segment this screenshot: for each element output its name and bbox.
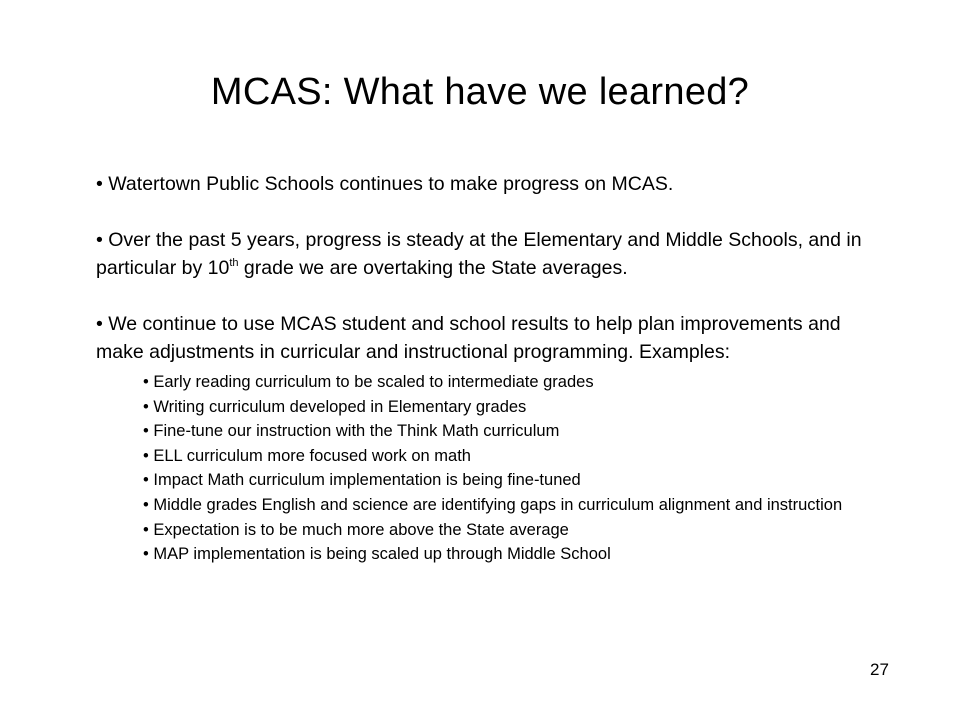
example-item: • Writing curriculum developed in Elementary grades	[143, 397, 527, 416]
example-item: • ELL curriculum more focused work on math	[143, 446, 471, 465]
bullet-results-usage	[96, 310, 886, 567]
ordinal-superscript: th	[229, 257, 239, 269]
example-item: • Expectation is to be much more above the State average	[143, 520, 569, 539]
bullet-five-year-text-end: grade we are overtaking the State averages.	[238, 257, 628, 279]
bullet-five-year-progress	[96, 226, 886, 282]
example-item: • MAP implementation is being scaled up through Middle School	[143, 545, 611, 564]
example-item: • Impact Math curriculum implementation is being fine-tuned	[143, 471, 581, 490]
example-item: • Early reading curriculum to be scaled to intermediate grades	[143, 373, 594, 391]
examples-list	[96, 370, 886, 567]
bullet-five-year-text-start: • Over the past 5 years, progress is steady at the Elementary and Middle Schools, and in particular by 10	[96, 229, 862, 279]
slide-body	[96, 170, 886, 567]
page-number: 27	[870, 660, 889, 679]
bullet-progress: • Watertown Public Schools continues to make progress on MCAS.	[96, 173, 674, 195]
example-item: • Fine-tune our instruction with the Think Math curriculum	[143, 422, 560, 441]
bullet-results-usage-text: • We continue to use MCAS student and school results to help plan improvements and make adjustments in curricular and instructional programming. Examples:	[96, 313, 841, 363]
example-item: • Middle grades English and science are identifying gaps in curriculum alignment and instruction	[143, 495, 843, 514]
slide-title: MCAS: What have we learned?	[210, 71, 750, 113]
